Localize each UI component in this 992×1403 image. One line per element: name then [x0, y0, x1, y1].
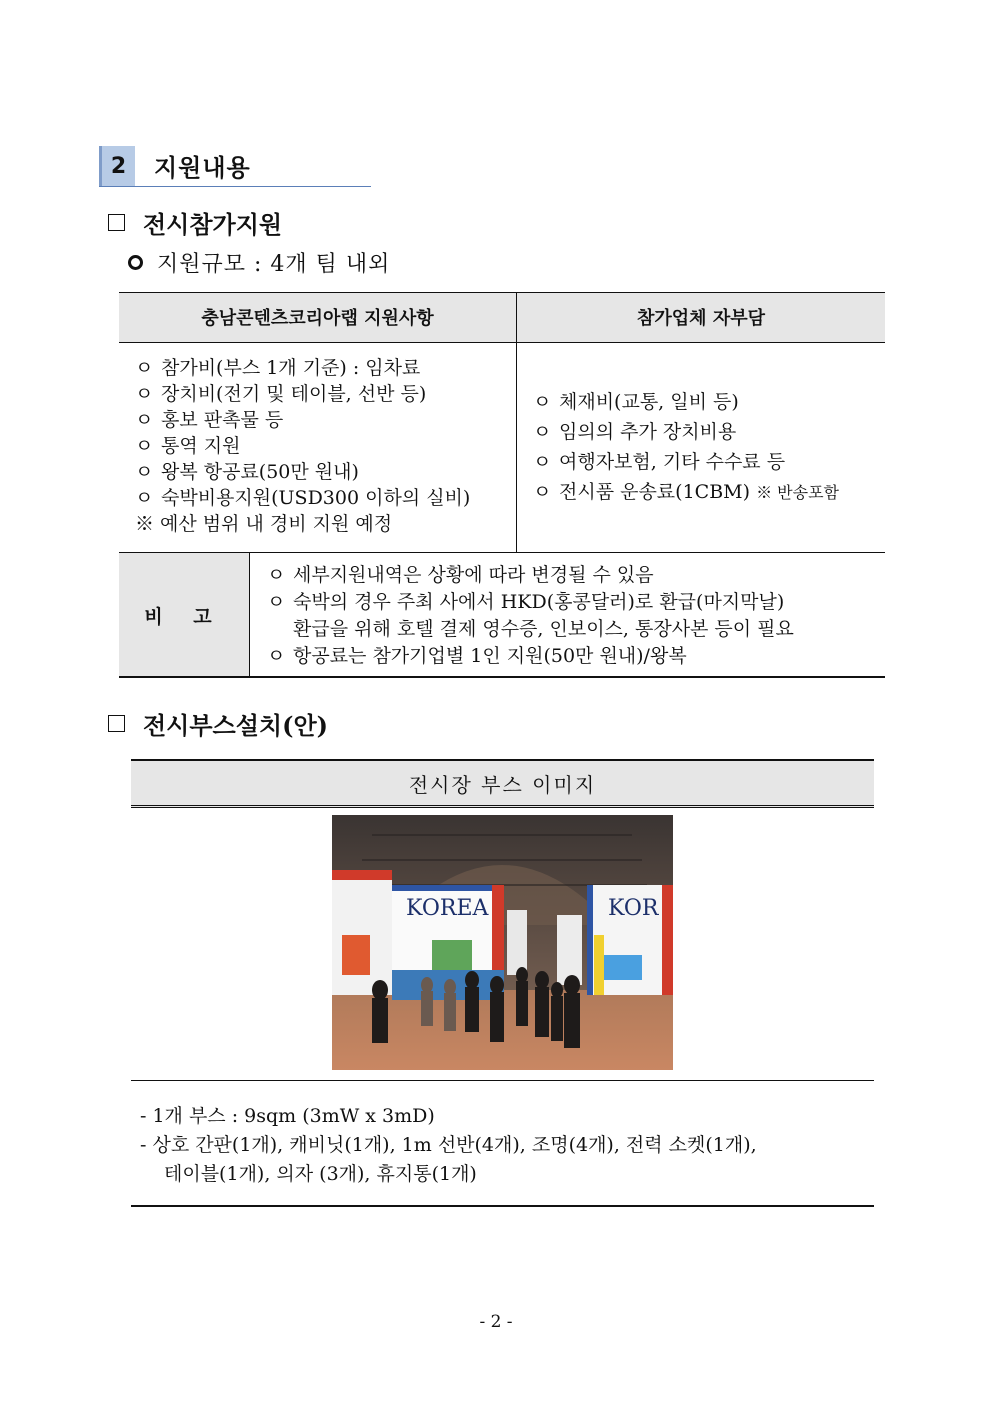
- remarks-label: 비 고: [119, 552, 249, 678]
- col1-header: 충남콘텐츠코리아랩 지원사항: [119, 292, 516, 342]
- list-item: ㅇ 항공료는 참가기업별 1인 지원(50만 원내)/왕복: [267, 645, 687, 667]
- section-title: 지원내용: [154, 154, 251, 182]
- table-top-border: [119, 292, 885, 293]
- col2-header: 참가업체 자부담: [517, 292, 885, 342]
- square-bullet-icon: [108, 214, 125, 231]
- scale-line: [128, 247, 390, 278]
- square-bullet-icon: [108, 715, 125, 732]
- spec-top-rule: [131, 1080, 874, 1081]
- part1-heading: [108, 205, 282, 240]
- support-table: [119, 292, 885, 678]
- return-note: ※ 반송포함: [756, 483, 840, 502]
- page-number: - 2 -: [479, 1312, 513, 1332]
- spec-bottom-rule: [131, 1205, 874, 1207]
- booth-spec-list: [140, 1102, 757, 1189]
- left-support-list: [135, 355, 470, 537]
- section-underline: [99, 186, 371, 187]
- remarks-top-border: [119, 552, 885, 553]
- list-item: ㅇ 홍보 판촉물 등: [135, 409, 284, 431]
- part1-heading-text: 전시참가지원: [143, 210, 283, 239]
- budget-note: ※ 예산 범위 내 경비 지원 예정: [135, 513, 393, 535]
- table-bottom-border: [119, 676, 885, 678]
- part2-heading: [108, 706, 328, 741]
- kor-sign: KOR: [608, 896, 659, 921]
- list-item: ㅇ 통역 지원: [135, 435, 241, 457]
- remarks-list: [267, 562, 794, 670]
- image-caption-header: 전시장 부스 이미지: [131, 759, 874, 808]
- remarks-divider: [249, 552, 250, 678]
- list-item: ㅇ 왕복 항공료(50만 원내): [135, 461, 359, 483]
- spec-line: - 1개 부스 : 9sqm (3mW x 3mD): [140, 1105, 435, 1127]
- exhibition-hall-illustration: [332, 815, 673, 1070]
- list-item: ㅇ 참가비(부스 1개 기준) : 임차료: [135, 357, 421, 379]
- column-divider: [516, 292, 517, 552]
- list-item: ㅇ 여행자보험, 기타 수수료 등: [533, 451, 786, 473]
- list-item-continued: 환급을 위해 호텔 결제 영수증, 인보이스, 통장사본 등이 필요: [293, 618, 794, 640]
- booth-photo: [332, 815, 673, 1070]
- part2-heading-text: 전시부스설치(안): [143, 711, 328, 740]
- section-number: 2: [99, 146, 135, 186]
- list-item: ㅇ 숙박비용지원(USD300 이하의 실비): [135, 487, 471, 509]
- korea-sign: KOREA: [406, 896, 489, 921]
- list-item: ㅇ 전시품 운송료(1CBM) ※ 반송포함: [533, 481, 840, 503]
- list-item: ㅇ 숙박의 경우 주최 사에서 HKD(홍콩달러)로 환급(마지막날): [267, 591, 785, 613]
- scale-text: 지원규모 : 4개 팀 내외: [157, 252, 391, 277]
- list-item: ㅇ 임의의 추가 장치비용: [533, 421, 737, 443]
- list-item: ㅇ 체재비(교통, 일비 등): [533, 391, 739, 413]
- right-self-burden-list: [533, 387, 839, 508]
- circle-bullet-icon: [128, 255, 143, 270]
- list-item: ㅇ 세부지원내역은 상황에 따라 변경될 수 있음: [267, 564, 654, 586]
- list-item: ㅇ 장치비(전기 및 테이블, 선반 등): [135, 383, 427, 405]
- spec-line: 테이블(1개), 의자 (3개), 휴지통(1개): [164, 1163, 477, 1185]
- header-bottom-border: [119, 342, 885, 343]
- spec-line: - 상호 간판(1개), 캐비닛(1개), 1m 선반(4개), 조명(4개), 전력 소켓(1개),: [140, 1134, 757, 1156]
